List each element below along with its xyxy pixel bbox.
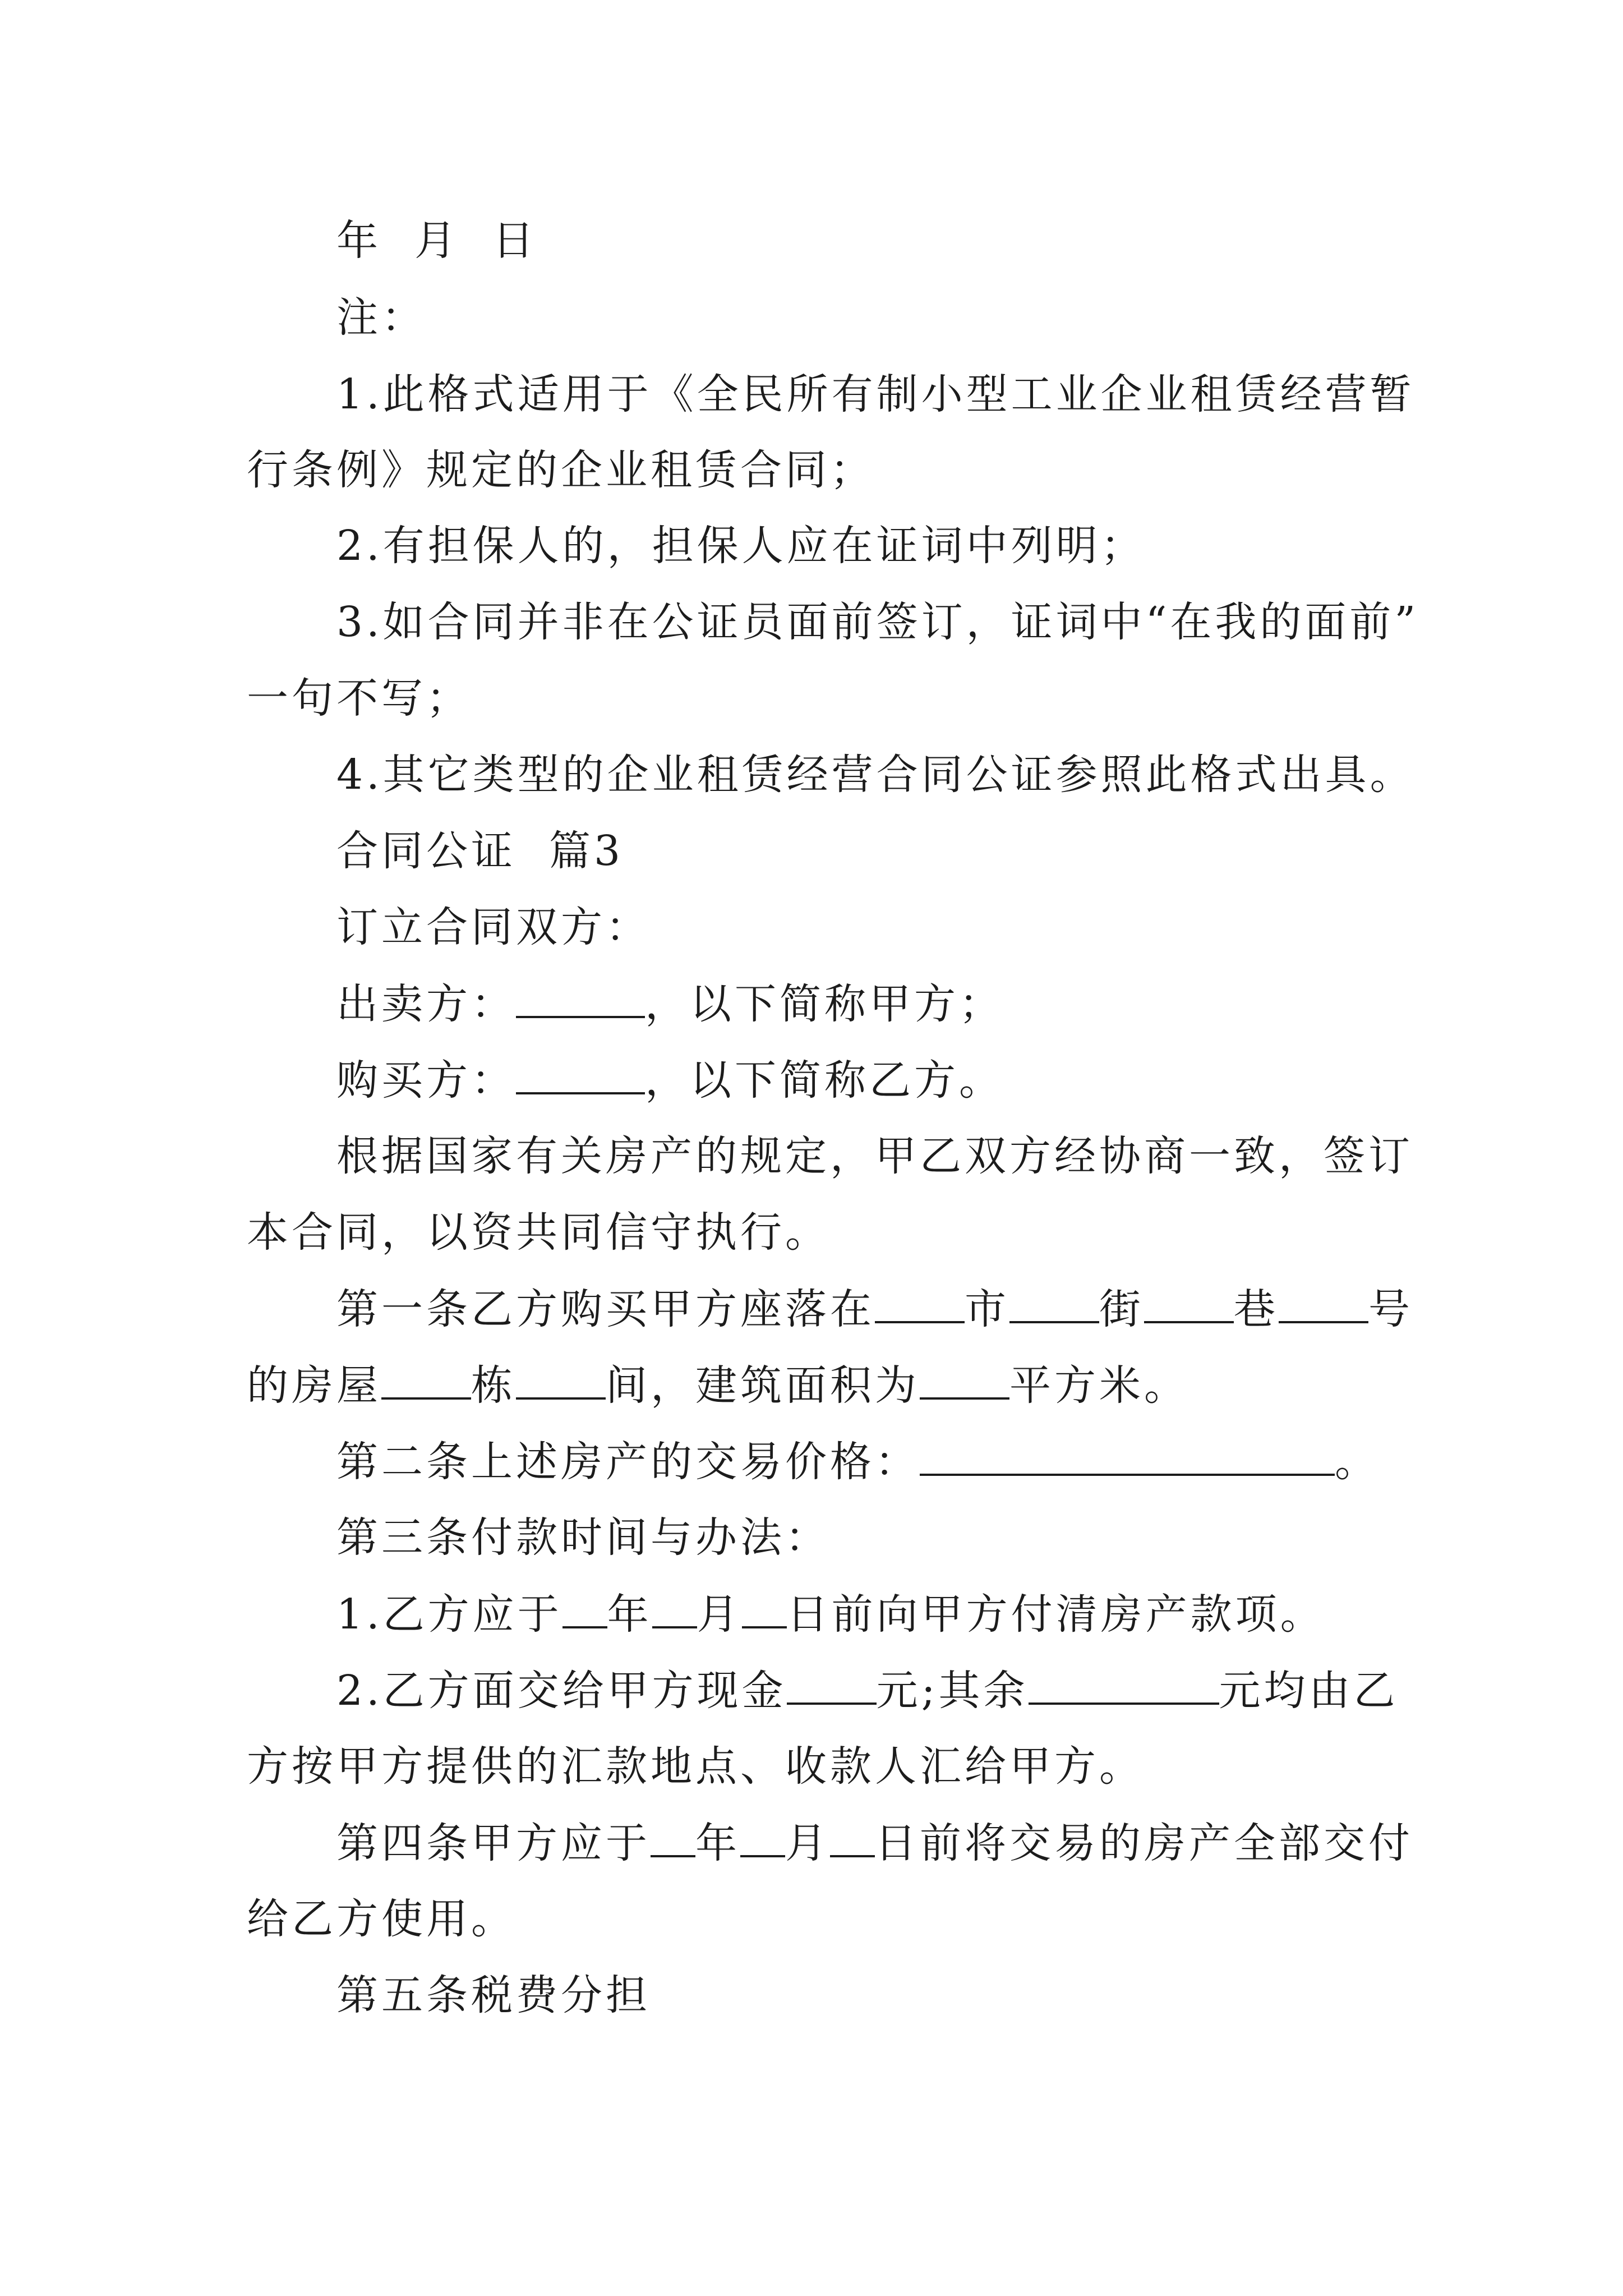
blank-field <box>1279 1288 1368 1323</box>
blank-field <box>787 1669 877 1705</box>
blank-field <box>516 983 645 1018</box>
article-4-line-1: 第四条甲方应于 年 月 日前将交易的房产全部交付 <box>336 1819 1413 1868</box>
note-item-3-cont: 一句不写； <box>247 674 471 723</box>
note-heading: 注： <box>336 293 426 342</box>
date-line: 年 月 日 <box>336 217 538 265</box>
note-item-1: 1.此格式适用于《全民所有制小型工业企业租赁经营暂 <box>336 370 1415 418</box>
blank-field <box>1029 1669 1219 1705</box>
blank-field <box>652 1593 697 1628</box>
article-4-line-2: 给乙方使用。 <box>247 1895 516 1943</box>
article-1-line-2: 的房屋 栋 间，建筑面积为 平方米。 <box>247 1361 1189 1410</box>
note-item-2: 2.有担保人的，担保人应在证词中列明； <box>336 522 1146 570</box>
blank-field <box>920 1441 1335 1476</box>
parties-heading: 订立合同双方： <box>336 903 651 951</box>
blank-field <box>875 1288 965 1323</box>
note-item-3: 3.如合同并非在公证员面前签订，证词中“在我的面前” <box>336 598 1419 646</box>
blank-field <box>740 1822 785 1857</box>
blank-field <box>1144 1288 1234 1323</box>
preamble-line-1: 根据国家有关房产的规定，甲乙双方经协商一致，签订 <box>336 1132 1413 1180</box>
article-2: 第二条上述房产的交易价格： 。 <box>336 1438 1380 1487</box>
article-3-item-1: 1.乙方应于 年 月 日前向甲方付清房产款项。 <box>336 1590 1325 1639</box>
note-item-1-cont: 行条例》规定的企业租赁合同； <box>247 446 875 494</box>
blank-field <box>516 1059 645 1094</box>
preamble-line-2: 本合同，以资共同信守执行。 <box>247 1208 830 1257</box>
article-3-item-2: 2.乙方面交给甲方现金 元;其余 元均由乙 <box>336 1667 1399 1715</box>
article-1-line-1: 第一条乙方购买甲方座落在 市 街 巷 号 <box>336 1285 1413 1334</box>
article-3: 第三条付款时间与办法： <box>336 1513 830 1562</box>
article-3-item-2-cont: 方按甲方提供的汇款地点、收款人汇给甲方。 <box>247 1742 1144 1791</box>
section-heading: 合同公证 篇3 <box>336 827 624 875</box>
note-item-4: 4.其它类型的企业租赁经营合同公证参照此格式出具。 <box>336 751 1415 799</box>
blank-field <box>742 1593 787 1628</box>
blank-field <box>651 1822 695 1857</box>
blank-field <box>920 1364 1009 1400</box>
article-5: 第五条税费分担 <box>336 1971 651 2019</box>
blank-field <box>562 1593 607 1628</box>
blank-field <box>516 1364 606 1400</box>
blank-field <box>381 1364 471 1400</box>
blank-field <box>1009 1288 1099 1323</box>
buyer-line: 购买方： ，以下简称乙方。 <box>336 1056 1004 1105</box>
seller-line: 出卖方： ，以下简称甲方； <box>336 980 1004 1029</box>
blank-field <box>830 1822 875 1857</box>
